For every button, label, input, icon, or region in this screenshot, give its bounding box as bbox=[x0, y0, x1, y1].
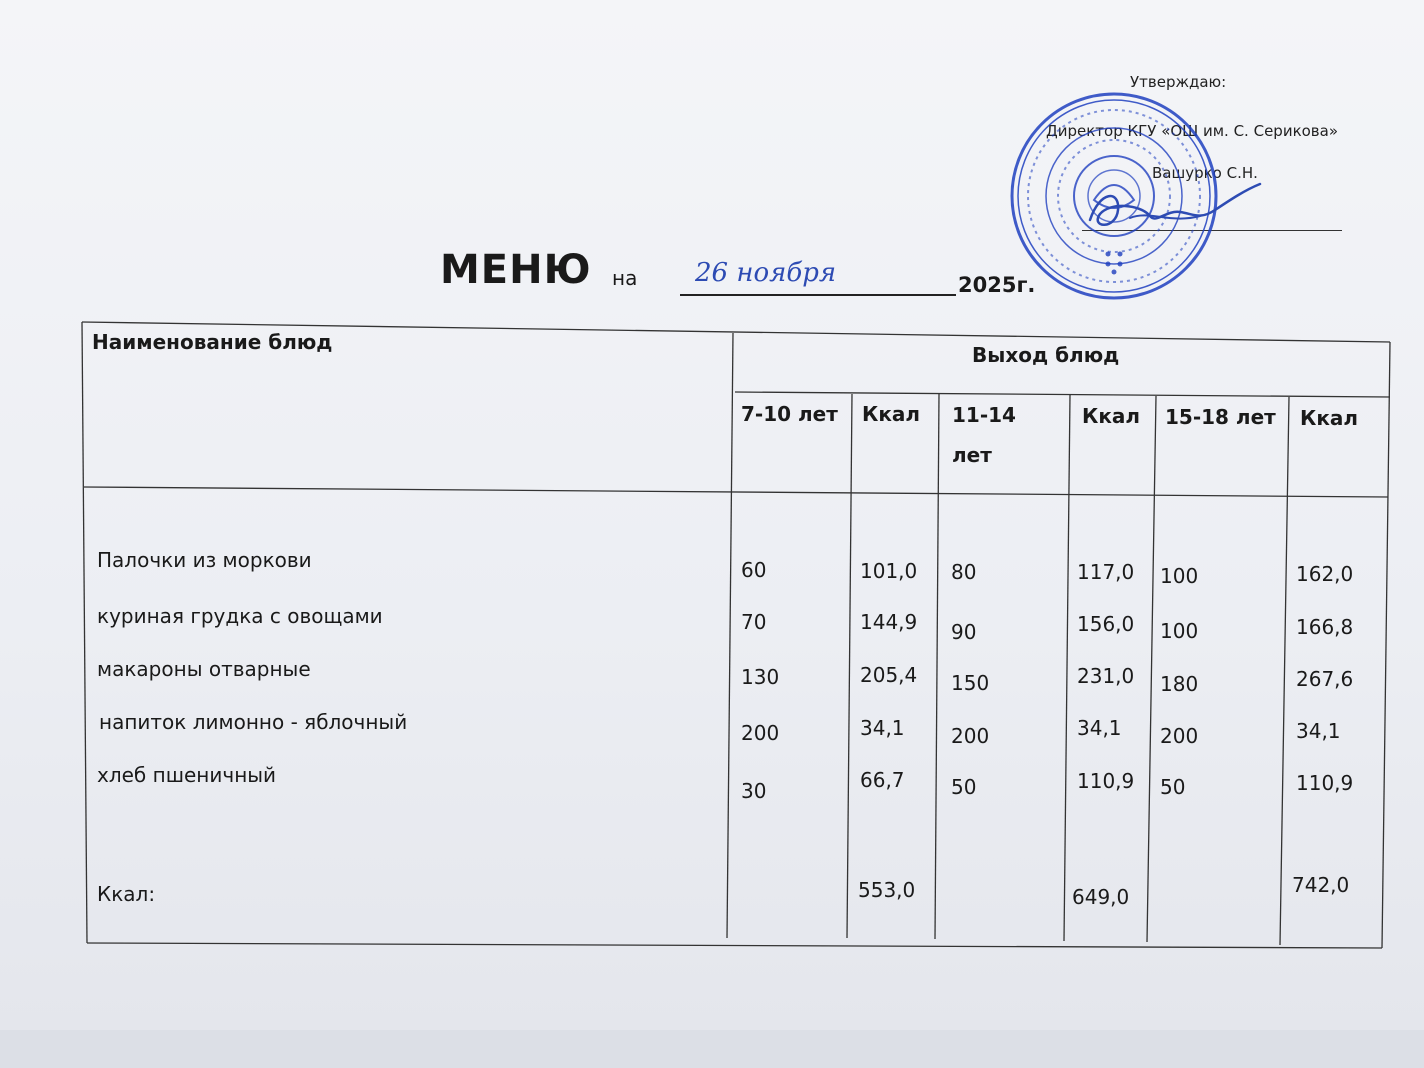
total-kcal-15-18: 742,0 bbox=[1292, 873, 1350, 897]
menu-title: МЕНЮ bbox=[440, 247, 592, 293]
portion-11-14-row-3: 150 bbox=[951, 671, 990, 695]
menu-year: 2025г. bbox=[958, 273, 1036, 297]
header-age-15-18: 15-18 лет bbox=[1165, 405, 1276, 429]
kcal-7-10-row-1: 101,0 bbox=[860, 559, 918, 583]
kcal-11-14-row-3: 231,0 bbox=[1077, 664, 1135, 688]
kcal-15-18-row-1: 162,0 bbox=[1296, 562, 1354, 586]
col-divider-1 bbox=[727, 333, 733, 938]
col-divider-3 bbox=[935, 394, 939, 939]
dish-name-1: Палочки из моркови bbox=[97, 548, 312, 572]
dish-name-2: куриная грудка с овощами bbox=[97, 604, 383, 628]
kcal-15-18-row-4: 34,1 bbox=[1296, 719, 1341, 743]
approval-director: Директор КГУ «ОШ им. С. Серикова» bbox=[1046, 122, 1339, 140]
portion-7-10-row-3: 130 bbox=[741, 665, 780, 689]
header-bottom-line bbox=[84, 487, 1388, 497]
header-age-11-14-suffix: лет bbox=[952, 443, 992, 467]
header-kcal-3: Ккал bbox=[1300, 406, 1359, 430]
approval-name: Вашурко С.Н. bbox=[1152, 164, 1258, 182]
portion-15-18-row-1: 100 bbox=[1160, 564, 1199, 588]
approval-title: Утверждаю: bbox=[1130, 73, 1227, 91]
dish-name-3: макароны отварные bbox=[97, 657, 311, 681]
kcal-7-10-row-3: 205,4 bbox=[860, 663, 918, 687]
table-bottom-border bbox=[87, 943, 1382, 948]
header-age-7-10: 7-10 лет bbox=[741, 402, 838, 426]
dish-name-5: хлеб пшеничный bbox=[97, 763, 277, 787]
total-kcal-11-14: 649,0 bbox=[1072, 885, 1130, 909]
table-left-border bbox=[82, 322, 87, 943]
portion-15-18-row-5: 50 bbox=[1160, 775, 1186, 799]
header-kcal-2: Ккал bbox=[1082, 404, 1141, 428]
portion-15-18-row-3: 180 bbox=[1160, 672, 1199, 696]
portion-11-14-row-4: 200 bbox=[951, 724, 990, 748]
col-divider-5 bbox=[1147, 396, 1156, 942]
header-kcal-1: Ккал bbox=[862, 402, 921, 426]
kcal-11-14-row-4: 34,1 bbox=[1077, 716, 1122, 740]
kcal-11-14-row-5: 110,9 bbox=[1077, 769, 1135, 793]
table-right-border bbox=[1382, 342, 1390, 948]
col-divider-4 bbox=[1064, 395, 1070, 941]
portion-7-10-row-1: 60 bbox=[741, 558, 767, 582]
portion-7-10-row-5: 30 bbox=[741, 779, 767, 803]
portion-15-18-row-4: 200 bbox=[1160, 724, 1199, 748]
kcal-7-10-row-5: 66,7 bbox=[860, 768, 905, 792]
total-kcal-label: Ккал: bbox=[97, 882, 156, 906]
header-output: Выход блюд bbox=[972, 343, 1120, 367]
portion-11-14-row-1: 80 bbox=[951, 560, 977, 584]
portion-7-10-row-4: 200 bbox=[741, 721, 780, 745]
portion-7-10-row-2: 70 bbox=[741, 610, 767, 634]
total-kcal-7-10: 553,0 bbox=[858, 878, 916, 902]
portion-11-14-row-5: 50 bbox=[951, 775, 977, 799]
header-dish-name: Наименование блюд bbox=[92, 330, 333, 354]
kcal-7-10-row-2: 144,9 bbox=[860, 610, 918, 634]
kcal-15-18-row-3: 267,6 bbox=[1296, 667, 1354, 691]
col-divider-2 bbox=[847, 394, 852, 938]
kcal-7-10-row-4: 34,1 bbox=[860, 716, 905, 740]
col-divider-6 bbox=[1280, 397, 1289, 945]
dish-name-4: напиток лимонно - яблочный bbox=[99, 710, 408, 734]
portion-11-14-row-2: 90 bbox=[951, 620, 977, 644]
kcal-11-14-row-2: 156,0 bbox=[1077, 612, 1135, 636]
kcal-15-18-row-2: 166,8 bbox=[1296, 615, 1354, 639]
handwritten-date: 26 ноября bbox=[695, 258, 837, 288]
header-subrow-line bbox=[735, 392, 1390, 397]
portion-15-18-row-2: 100 bbox=[1160, 619, 1199, 643]
kcal-11-14-row-1: 117,0 bbox=[1077, 560, 1135, 584]
header-age-11-14: 11-14 bbox=[952, 403, 1016, 427]
menu-on-label: на bbox=[612, 266, 638, 290]
kcal-15-18-row-5: 110,9 bbox=[1296, 771, 1354, 795]
